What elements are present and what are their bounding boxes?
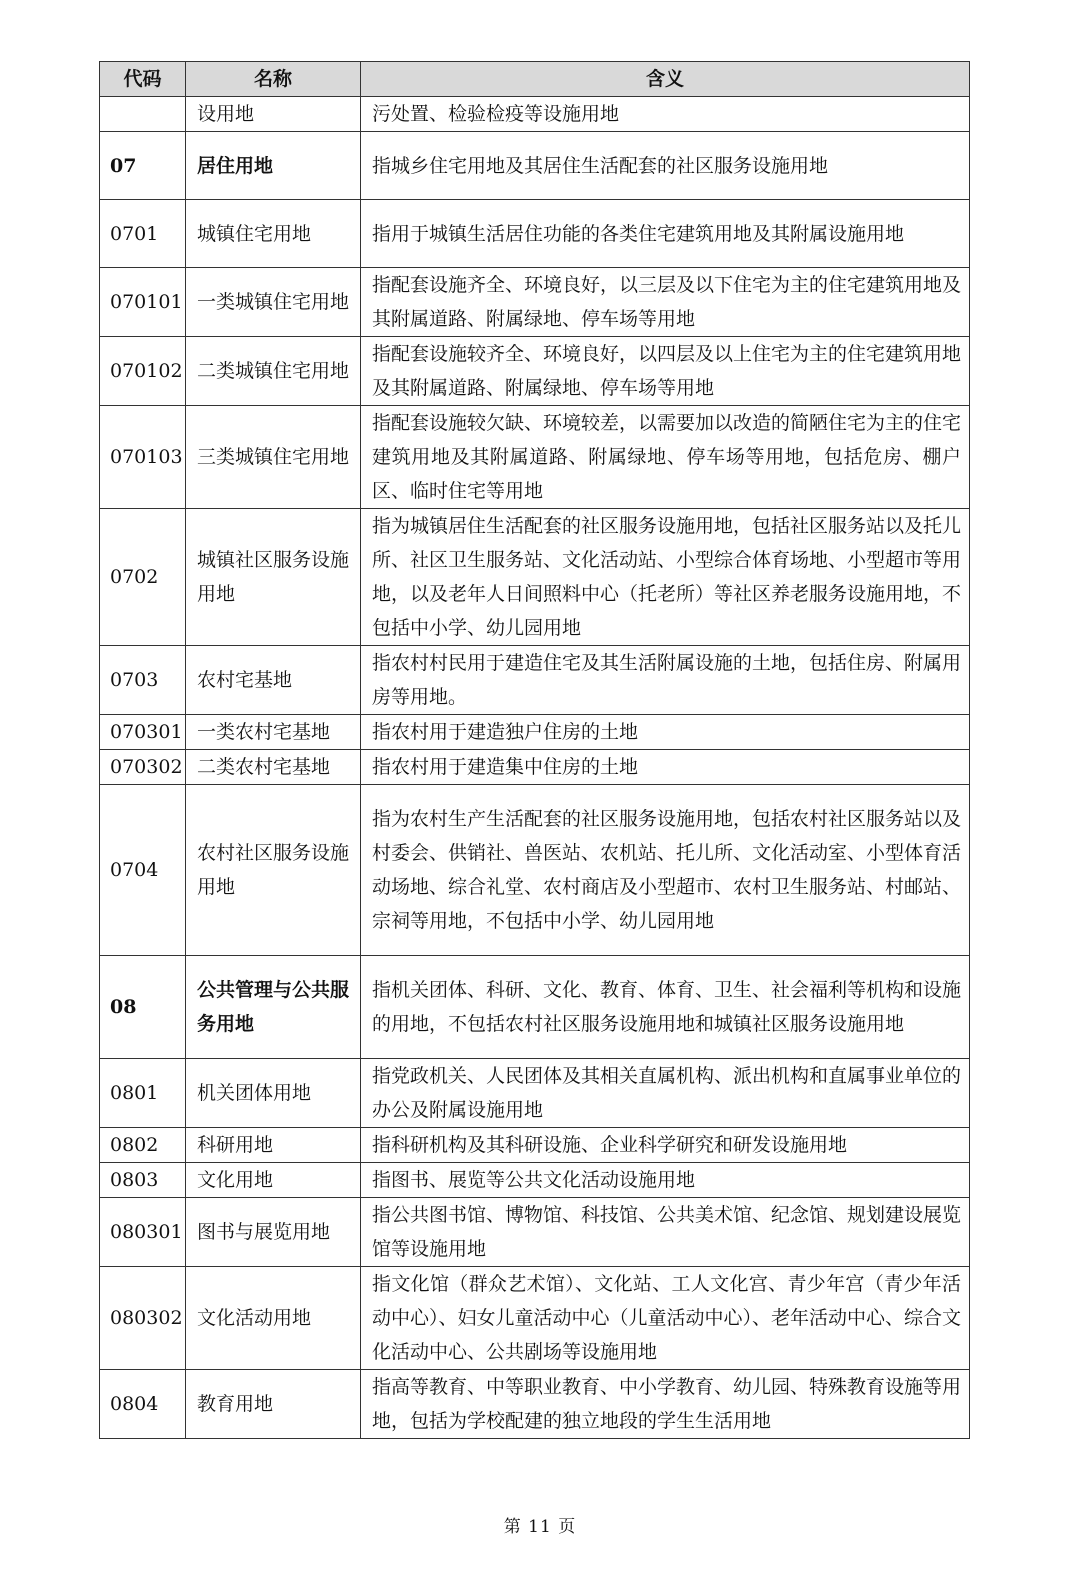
header-name: 名称 bbox=[186, 62, 361, 97]
code-cell: 0803 bbox=[100, 1163, 186, 1198]
name-cell: 一类城镇住宅用地 bbox=[186, 268, 361, 337]
code-cell: 070301 bbox=[100, 715, 186, 750]
code-cell: 0701 bbox=[100, 200, 186, 268]
table-row bbox=[100, 750, 970, 785]
table-body bbox=[100, 97, 970, 1439]
description-cell: 指为农村生产生活配套的社区服务设施用地，包括农村社区服务站以及村委会、供销社、兽医站、农机站、托儿所、文化活动室、小型体育活动场地、综合礼堂、农村商店及小型超市、农村卫生服务站、村邮站、宗祠等用地，不包括中小学、幼儿园用地 bbox=[361, 785, 970, 956]
name-cell: 二类农村宅基地 bbox=[186, 750, 361, 785]
name-cell: 设用地 bbox=[186, 97, 361, 132]
code-cell: 0704 bbox=[100, 785, 186, 956]
name-cell: 图书与展览用地 bbox=[186, 1198, 361, 1267]
description-cell: 指党政机关、人民团体及其相关直属机构、派出机构和直属事业单位的办公及附属设施用地 bbox=[361, 1059, 970, 1128]
table-row bbox=[100, 956, 970, 1059]
name-cell: 机关团体用地 bbox=[186, 1059, 361, 1128]
table-row bbox=[100, 337, 970, 406]
table-row bbox=[100, 132, 970, 200]
table-row bbox=[100, 715, 970, 750]
name-cell: 科研用地 bbox=[186, 1128, 361, 1163]
table-row bbox=[100, 785, 970, 956]
description-cell: 指公共图书馆、博物馆、科技馆、公共美术馆、纪念馆、规划建设展览馆等设施用地 bbox=[361, 1198, 970, 1267]
table-row bbox=[100, 200, 970, 268]
table-header bbox=[100, 62, 970, 97]
code-cell: 08 bbox=[100, 956, 186, 1059]
code-cell: 070302 bbox=[100, 750, 186, 785]
table-row bbox=[100, 1059, 970, 1128]
description-cell: 指文化馆（群众艺术馆）、文化站、工人文化宫、青少年宫（青少年活动中心）、妇女儿童活动中心（儿童活动中心）、老年活动中心、综合文化活动中心、公共剧场等设施用地 bbox=[361, 1267, 970, 1370]
header-code: 代码 bbox=[100, 62, 186, 97]
code-cell: 080302 bbox=[100, 1267, 186, 1370]
name-cell: 三类城镇住宅用地 bbox=[186, 406, 361, 509]
description-cell: 指配套设施较齐全、环境良好，以四层及以上住宅为主的住宅建筑用地及其附属道路、附属绿地、停车场等用地 bbox=[361, 337, 970, 406]
description-cell: 指城乡住宅用地及其居住生活配套的社区服务设施用地 bbox=[361, 132, 970, 200]
table-row bbox=[100, 1128, 970, 1163]
name-cell: 农村宅基地 bbox=[186, 646, 361, 715]
description-cell: 污处置、检验检疫等设施用地 bbox=[361, 97, 970, 132]
name-cell: 居住用地 bbox=[186, 132, 361, 200]
code-cell bbox=[100, 97, 186, 132]
description-cell: 指用于城镇生活居住功能的各类住宅建筑用地及其附属设施用地 bbox=[361, 200, 970, 268]
name-cell: 城镇住宅用地 bbox=[186, 200, 361, 268]
name-cell: 城镇社区服务设施用地 bbox=[186, 509, 361, 646]
table-row bbox=[100, 1198, 970, 1267]
description-cell: 指科研机构及其科研设施、企业科学研究和研发设施用地 bbox=[361, 1128, 970, 1163]
code-cell: 0802 bbox=[100, 1128, 186, 1163]
name-cell: 文化用地 bbox=[186, 1163, 361, 1198]
table-row bbox=[100, 1370, 970, 1439]
name-cell: 农村社区服务设施用地 bbox=[186, 785, 361, 956]
table-row bbox=[100, 97, 970, 132]
page-number: 第 11 页 bbox=[503, 1517, 577, 1537]
header-meaning: 含义 bbox=[361, 62, 970, 97]
description-cell: 指配套设施较欠缺、环境较差，以需要加以改造的简陋住宅为主的住宅建筑用地及其附属道路、附属绿地、停车场等用地，包括危房、棚户区、临时住宅等用地 bbox=[361, 406, 970, 509]
name-cell: 教育用地 bbox=[186, 1370, 361, 1439]
land-use-classification-table bbox=[99, 61, 970, 1439]
code-cell: 0702 bbox=[100, 509, 186, 646]
code-cell: 07 bbox=[100, 132, 186, 200]
description-cell: 指农村用于建造集中住房的土地 bbox=[361, 750, 970, 785]
name-cell: 二类城镇住宅用地 bbox=[186, 337, 361, 406]
description-cell: 指为城镇居住生活配套的社区服务设施用地，包括社区服务站以及托儿所、社区卫生服务站、文化活动站、小型综合体育场地、小型超市等用地，以及老年人日间照料中心（托老所）等社区养老服务设施用地，不包括中小学、幼儿园用地 bbox=[361, 509, 970, 646]
code-cell: 070101 bbox=[100, 268, 186, 337]
code-cell: 0804 bbox=[100, 1370, 186, 1439]
code-cell: 070102 bbox=[100, 337, 186, 406]
code-cell: 0801 bbox=[100, 1059, 186, 1128]
table-row bbox=[100, 268, 970, 337]
code-cell: 0703 bbox=[100, 646, 186, 715]
description-cell: 指机关团体、科研、文化、教育、体育、卫生、社会福利等机构和设施的用地，不包括农村社区服务设施用地和城镇社区服务设施用地 bbox=[361, 956, 970, 1059]
description-cell: 指高等教育、中等职业教育、中小学教育、幼儿园、特殊教育设施等用地，包括为学校配建的独立地段的学生生活用地 bbox=[361, 1370, 970, 1439]
table-row bbox=[100, 406, 970, 509]
code-cell: 080301 bbox=[100, 1198, 186, 1267]
name-cell: 文化活动用地 bbox=[186, 1267, 361, 1370]
name-cell: 一类农村宅基地 bbox=[186, 715, 361, 750]
table-row bbox=[100, 1267, 970, 1370]
description-cell: 指农村用于建造独户住房的土地 bbox=[361, 715, 970, 750]
description-cell: 指农村村民用于建造住宅及其生活附属设施的土地，包括住房、附属用房等用地。 bbox=[361, 646, 970, 715]
table-row bbox=[100, 646, 970, 715]
table-row bbox=[100, 1163, 970, 1198]
table-row bbox=[100, 509, 970, 646]
header-row bbox=[100, 62, 970, 97]
code-cell: 070103 bbox=[100, 406, 186, 509]
name-cell: 公共管理与公共服务用地 bbox=[186, 956, 361, 1059]
description-cell: 指图书、展览等公共文化活动设施用地 bbox=[361, 1163, 970, 1198]
description-cell: 指配套设施齐全、环境良好，以三层及以下住宅为主的住宅建筑用地及其附属道路、附属绿地、停车场等用地 bbox=[361, 268, 970, 337]
